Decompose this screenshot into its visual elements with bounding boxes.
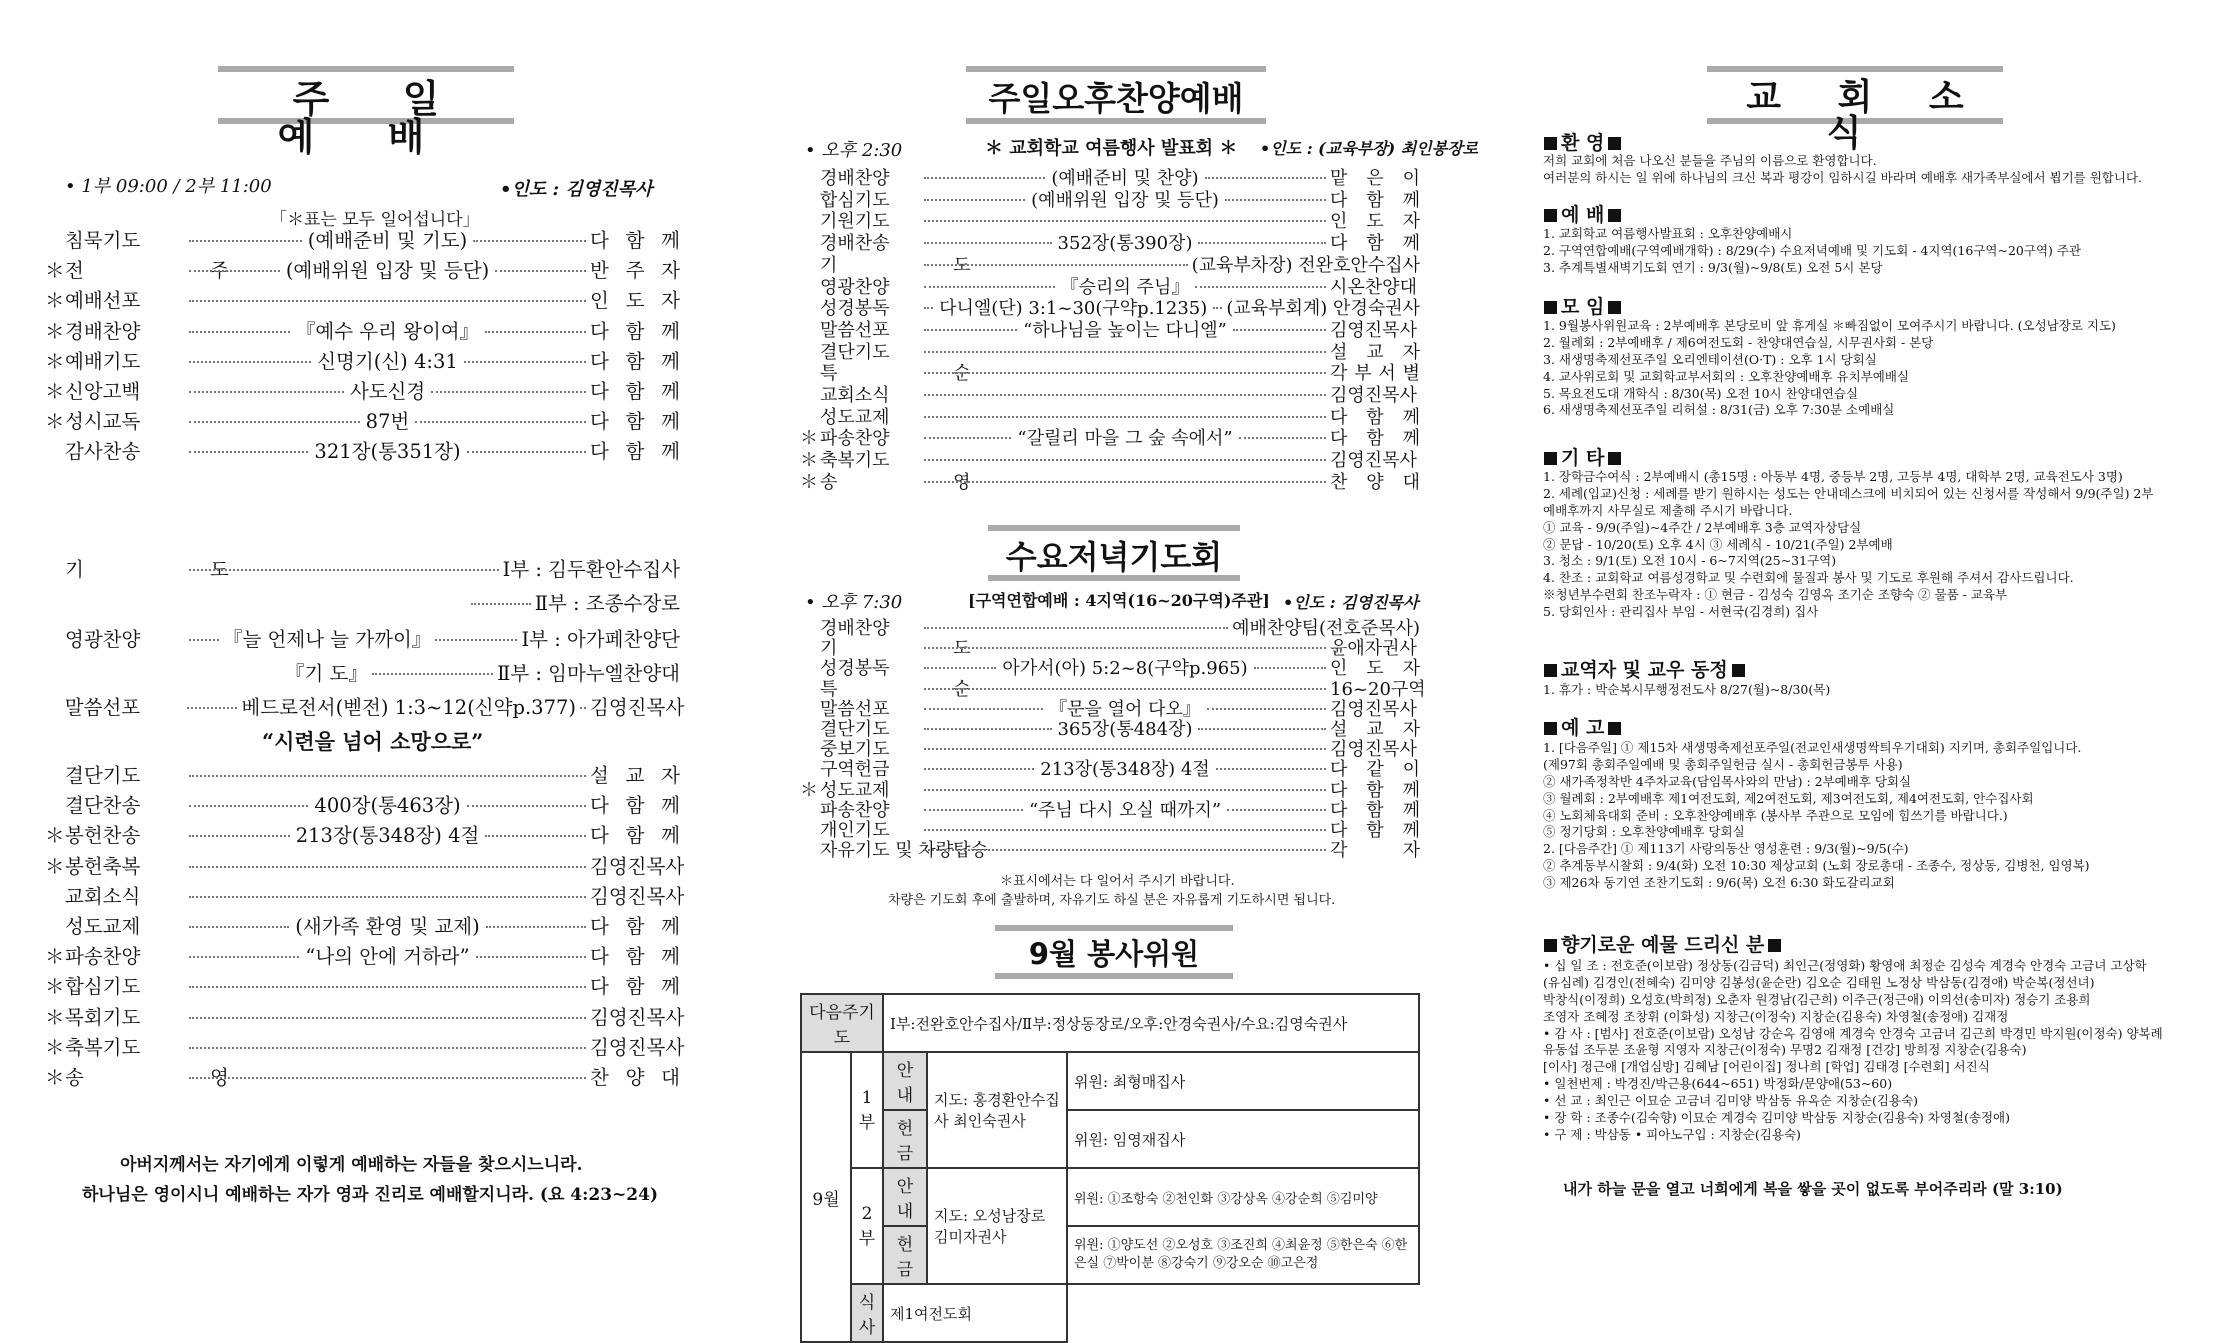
item-detail: (예배준비 및 기도) <box>307 229 468 252</box>
stand-mark: ＊ <box>45 380 65 403</box>
sec-offering <box>1540 930 1785 957</box>
item-person: 다 함 께 <box>590 229 681 252</box>
stand-mark: ＊ <box>45 289 65 313</box>
notice-line: [이사] 정근애 [개업심방] 김혜남 [어린이집] 정나희 [학업] 김태경 [수련회] 서진식 <box>1543 1059 1990 1075</box>
item-person: 김영진목사 <box>1330 450 1417 472</box>
notice-line: • 선 교 : 최인근 이묘순 고금녀 김미양 박삼동 유옥순 지창순(김용숙) <box>1543 1093 1919 1108</box>
item-detail: “나의 안에 거하라” <box>305 945 470 969</box>
worship-text <box>1543 226 2081 277</box>
item-label: 기 도 <box>820 254 1026 276</box>
wed-note-2: 차량은 기도회 후에 출발하며, 자유기도 하실 분은 자유롭게 기도하시면 됩니다. <box>888 893 1336 908</box>
mid-title: 주일오후찬양예배 <box>966 66 1266 124</box>
notice-line: 6. 새생명축제선포주일 리허설 : 8/31(금) 오후 7:30분 소예배실 <box>1543 402 1895 418</box>
notice-line: (제97회 총회주일예배 및 총회주일헌금 실시 - 총회헌금봉투 사용) <box>1543 756 1903 772</box>
wed-time: • 오후 7:30 <box>805 592 903 613</box>
next-prayer-label: 다음주기도 <box>801 994 883 1052</box>
item-detail: 400장(통463장) <box>314 794 461 818</box>
item-detail: 신명기(신) 4:31 <box>317 349 458 373</box>
notice-text <box>1543 740 2090 892</box>
sec-notice-title: 예 고 <box>1561 717 1605 739</box>
notice-line: 1. 9월봉사위원교육 : 2부예배후 본당로비 앞 휴게실 ＊빠짐없이 모여주시기 바랍니다. (오성남장로 지도) <box>1543 318 2116 333</box>
item-person: 다 함 께 <box>590 410 680 434</box>
item-label: 개인기도 <box>820 820 890 841</box>
l1-row <box>45 820 680 848</box>
square-icon <box>1608 301 1621 314</box>
item-detail: 87번 <box>365 410 410 434</box>
g2-lead: 지도: 오성남장로 김미자권사 <box>927 1168 1067 1284</box>
item-person: 반 주 자 <box>590 259 681 283</box>
notice-line: 유동섭 조두분 조윤형 지영자 지창근(이정숙) 무명2 김재정 [건강] 방희정 지창순(김용숙) <box>1543 1042 2027 1058</box>
stand-mark: ＊ <box>45 854 65 878</box>
item-person: 김영진목사 <box>590 1005 685 1029</box>
g2-a: 위원: ①조항숙 ②천인화 ③강상옥 ④강순희 ⑤김미양 <box>1067 1168 1419 1226</box>
item-label: 성시교독 <box>65 410 141 434</box>
stand-mark: ＊ <box>45 945 65 969</box>
item-label: 구역헌금 <box>820 759 890 781</box>
prayer-2: Ⅱ부 : 조종수장로 <box>534 592 680 615</box>
item-person: 다 함 께 <box>590 824 681 848</box>
notice-line: 2. 세례(입교)신청 : 세례를 받기 원하시는 성도는 안내데스크에 비치되어 있는 신청서를 작성해서 9/9(주일) 2부 <box>1543 485 2154 501</box>
l2-row <box>800 836 1420 862</box>
item-label: 기원기도 <box>820 211 890 233</box>
choir-label: 영광찬양 <box>65 628 141 651</box>
item-label: 영광찬양 <box>820 276 890 298</box>
item-label: 결단기도 <box>820 719 890 740</box>
square-icon <box>1544 301 1557 314</box>
item-detail: 213장(통348장) 4절 <box>1040 759 1210 781</box>
item-label: 특 순 <box>820 363 1026 385</box>
square-icon <box>1544 664 1557 677</box>
notice-line: 예배후까지 사무실로 제출해 주시기 바랍니다. <box>1543 502 1793 518</box>
wed-leader: •인도 : 김영진목사 <box>1283 593 1419 612</box>
l1-row <box>45 225 680 253</box>
item-label: 성도교제 <box>820 779 890 801</box>
l1-row <box>45 1032 685 1060</box>
offering-1: 헌금 <box>883 1110 927 1168</box>
item-label: 결단찬송 <box>65 794 141 818</box>
item-detail: “주님 다시 오실 때까지” <box>1028 799 1222 821</box>
meeting-text <box>1543 318 2116 419</box>
choir2-title: 『기 도』 <box>285 662 368 685</box>
item-label: 기 도 <box>820 638 1026 660</box>
prayer2-row <box>45 588 680 616</box>
square-icon <box>1544 209 1557 222</box>
item-detail: 아가서(아) 5:2~8(구약p.965) <box>1002 658 1248 680</box>
item-person: 김영진목사 <box>1330 739 1417 761</box>
notice-line: • 십 일 조 : 전호준(이보람) 정상동(김금덕) 최인근(정영화) 황영애 최정순 김성숙 계경숙 안경숙 고금녀 고상학 <box>1543 958 2147 973</box>
sec-etc-title: 기 타 <box>1561 447 1605 469</box>
stand-mark: ＊ <box>45 349 65 373</box>
notice-line: • 구 제 : 박삼동 • 피아노구입 : 지창순(김용숙) <box>1543 1126 1801 1142</box>
item-person: 다 함 께 <box>1330 779 1420 801</box>
notice-line: 조영자 조혜정 조창휘 (이화성) 지창근(이정숙) 지창순(김용숙) 차영철(송정애) 김재정 <box>1543 1008 2009 1024</box>
item-label: 침묵기도 <box>65 229 141 252</box>
month-cell: 9월 <box>801 1052 851 1342</box>
item-person: 각 부 서 별 <box>1330 363 1420 385</box>
stand-mark: ＊ <box>45 1005 65 1029</box>
stand-note: 「＊표는 모두 일어섭니다」 <box>270 210 480 230</box>
square-icon <box>1768 939 1781 952</box>
item-label: 송 영 <box>65 1066 289 1089</box>
prayer-label: 기 도 <box>65 558 289 581</box>
item-detail: 352장(통390장) <box>1057 233 1193 255</box>
notice-line: ④ 노회체육대회 준비 : 오후찬양예배후 (봉사부 주관으로 모임에 힘쓰기를 바랍니다.) <box>1543 807 2008 823</box>
stand-mark: ＊ <box>45 410 65 434</box>
prayer-row <box>45 554 680 582</box>
item-person: 김영진목사 <box>1330 698 1417 720</box>
item-detail: (예배위원 입장 및 등단) <box>285 259 490 283</box>
item-person: 16~20구역 <box>1330 678 1426 700</box>
notice-line: 1. [다음주일] ① 제15차 새생명축제선포주일(전교인새생명싹틔우기대회) 지키며, 총회주일입니다. <box>1543 740 2082 755</box>
item-label: 경배찬양 <box>820 168 890 189</box>
notice-line: • 일천번제 : 박경진/박근용(644~651) 박정화/문양애(53~60) <box>1543 1076 1893 1092</box>
g2-b: 위원: ①양도선 ②오성호 ③조진희 ④최윤정 ⑤한은숙 ⑥한은실 ⑦박이분 ⑧강숙기 ⑨강오순 ⑩고은정 <box>1067 1226 1419 1284</box>
l1-row <box>45 1002 685 1030</box>
item-person: 각 자 <box>1330 840 1420 862</box>
item-label: 경배찬양 <box>65 319 141 343</box>
notice-line: 5. 당회인사 : 관리집사 부임 - 서현국(김경희) 집사 <box>1543 604 1819 619</box>
item-label: 목회기도 <box>65 1005 141 1029</box>
sec-worship <box>1540 200 1625 227</box>
stand-mark: ＊ <box>45 975 65 999</box>
item-detail: 213장(통348장) 4절 <box>295 824 480 848</box>
g1-lead: 지도: 홍경환안수집사 최인숙권사 <box>927 1052 1067 1168</box>
item-detail: 사도신경 <box>349 380 426 403</box>
square-icon <box>1544 722 1557 735</box>
service-table <box>800 993 1420 1343</box>
stand-mark: ＊ <box>45 319 65 343</box>
item-person: 다 함 께 <box>590 915 681 938</box>
l1-row <box>45 406 680 434</box>
notice-line: ※청년부수련회 찬조누락자 : ① 현금 - 김성숙 김영옥 조기순 조향숙 ② 물품 - 교육부 <box>1543 587 2008 603</box>
stand-mark: ＊ <box>800 428 818 450</box>
item-label: 성경봉독 <box>820 298 890 320</box>
choir-row-2 <box>45 658 680 686</box>
left-title: 주 일 예 배 <box>218 66 514 124</box>
wed-event: [구역연합예배 : 4지역(16~20구역)주관] <box>968 591 1270 610</box>
news-text <box>1543 682 1830 699</box>
item-person: 다 함 께 <box>590 380 681 403</box>
item-label: 경배찬송 <box>820 233 890 255</box>
l2-row <box>800 468 1420 494</box>
guide-1: 안내 <box>883 1052 927 1110</box>
l1-row <box>45 760 680 788</box>
item-detail: (예배위원 입장 및 등단) <box>1031 189 1219 211</box>
item-detail: 다니엘(단) 3:1~30(구약p.1235) <box>939 298 1208 320</box>
sec-news-title: 교역자 및 교우 동정 <box>1561 659 1728 681</box>
square-icon <box>1608 209 1621 222</box>
notice-line: 2. 월례회 : 2부예배후 / 제6여전도회 - 찬양대연습실, 시무권사회 - 본당 <box>1543 334 1934 350</box>
l1-row <box>45 851 685 879</box>
item-label: 예배기도 <box>65 349 141 373</box>
choir1-title: 『늘 언제나 늘 가까이』 <box>223 628 432 651</box>
part2: 2부 <box>851 1168 883 1284</box>
item-label: 파송찬양 <box>820 799 890 821</box>
item-person: 찬 양 대 <box>1330 471 1420 493</box>
notice-line: 1. 장학금수여식 : 2부예배시 (총15명 : 아동부 4명, 중등부 2명, 고등부 4명, 대학부 2명, 교육전도사 3명) <box>1543 469 2123 484</box>
item-label: 성도교제 <box>820 406 890 428</box>
item-label: 봉헌축복 <box>65 854 141 878</box>
item-person: 설 교 자 <box>590 764 680 787</box>
mid-leader: •인도 : (교육부장) 최인봉장로 <box>1260 139 1479 158</box>
guide-2: 안내 <box>883 1168 927 1226</box>
wed-note-1: ＊표시에서는 다 일어서 주시기 바랍니다. <box>1000 874 1235 889</box>
wed-title: 수요저녁기도회 <box>988 525 1240 581</box>
square-icon <box>1544 452 1557 465</box>
choir-row-1 <box>45 624 680 652</box>
item-person: 인 도 자 <box>1330 658 1420 680</box>
item-detail: 『승리의 주님』 <box>1060 276 1190 298</box>
l1-row <box>45 1062 680 1090</box>
mid-time: • 오후 2:30 <box>805 140 903 161</box>
item-label: 결단기도 <box>65 764 141 787</box>
stand-mark: ＊ <box>800 471 818 493</box>
notice-line: 2. [다음주간] ① 제113기 사랑의동산 영성훈련 : 9/3(월)~9/5(수) <box>1543 841 1909 857</box>
item-label: 축복기도 <box>65 1035 141 1059</box>
meal-label: 식 사 <box>851 1284 883 1342</box>
l1-row <box>45 255 680 283</box>
item-person: 다 함 께 <box>590 975 680 999</box>
item-label: 전 주 <box>65 259 289 283</box>
l1-row <box>45 881 685 909</box>
item-label: 파송찬양 <box>65 945 141 969</box>
item-label: 성도교제 <box>65 915 141 938</box>
item-label: 송 영 <box>820 471 1026 493</box>
item-person: 다 함 께 <box>590 319 681 343</box>
sermon-label: 말씀선포 <box>64 696 141 719</box>
notice-line: ② 문답 - 10/20(토) 오후 4시 ③ 세례식 - 10/21(주일) 2부예배 <box>1543 536 1893 552</box>
notice-line: 3. 새생명축제선포주일 오리엔테이션(O·T) : 오후 1시 당회실 <box>1543 351 1877 367</box>
item-label: 결단기도 <box>820 341 890 363</box>
item-person: 다 함 께 <box>1330 189 1421 211</box>
notice-line: ③ 제26차 동기연 조찬기도회 : 9/6(목) 오전 6:30 화도갈리교회 <box>1543 875 1895 890</box>
item-person: 다 함 께 <box>1330 233 1421 255</box>
choir1-right: Ⅰ부 : 아가페찬양단 <box>521 628 680 651</box>
notice-line: 3. 추계특별새벽기도회 연기 : 9/3(월)~9/8(토) 오전 5시 본당 <box>1543 259 1883 275</box>
sec-meeting <box>1540 292 1625 319</box>
sermon-right: 김영진목사 <box>590 696 685 719</box>
l1-row <box>45 346 680 374</box>
notice-line: 4. 찬조 : 교회학교 여름성경학교 및 수련회에 물질과 봉사 및 기도로 후원해 주셔서 감사드립니다. <box>1543 570 2074 586</box>
sec-welcome <box>1540 128 1625 155</box>
item-person: (교육부차장) 전완호안수집사 <box>1191 254 1420 276</box>
item-person: 김영진목사 <box>1330 319 1417 341</box>
meal-value: 제1여전도회 <box>883 1284 1067 1342</box>
sec-meeting-title: 모 임 <box>1561 296 1605 318</box>
item-person: 다 함 께 <box>590 945 681 969</box>
item-person: 예배찬양팀(전호준목사) <box>1232 618 1420 639</box>
item-label: 감사찬송 <box>65 440 141 464</box>
sermon-row <box>45 692 685 720</box>
right-verse: 내가 하늘 문을 열고 너희에게 복을 쌓을 곳이 없도록 부어주리라 (말 3:10) <box>1563 1180 2063 1198</box>
notice-line: 4. 교사위로회 및 교회학교부서회의 : 오후찬양예배후 유치부예배실 <box>1543 368 1910 384</box>
mid-event: ＊ 교회학교 여름행사 발표회 ＊ <box>985 138 1238 159</box>
item-label: 신앙고백 <box>65 380 141 403</box>
offering-2: 헌금 <box>883 1226 927 1284</box>
left-leader: •인도 : 김영진목사 <box>500 179 653 200</box>
item-label: 성경봉독 <box>820 658 890 680</box>
left-time: • 1부 09:00 / 2부 11:00 <box>65 176 272 197</box>
stand-mark: ＊ <box>45 1066 65 1089</box>
item-detail: 『문을 열어 다오』 <box>1049 698 1201 720</box>
notice-line: 3. 청소 : 9/1(토) 오전 10시 - 6~7지역(25~31구역) <box>1543 553 1837 569</box>
l1-row <box>45 941 680 969</box>
item-person: 다 함 께 <box>1330 406 1420 428</box>
item-label: 예배선포 <box>65 289 141 313</box>
etc-text <box>1543 469 2153 621</box>
g1-b: 위원: 임영재집사 <box>1067 1110 1419 1168</box>
item-person: 인 도 자 <box>1330 211 1420 233</box>
item-label: 합심기도 <box>65 975 141 999</box>
square-icon <box>1608 137 1621 150</box>
square-icon <box>1732 664 1745 677</box>
right-title: 교 회 소 식 <box>1707 66 2003 124</box>
sermon-scripture: 베드로전서(벧전) 1:3~12(신약p.377) <box>241 696 576 719</box>
item-person: 인 도 자 <box>590 289 680 313</box>
notice-line: 5. 목요전도대 개학식 : 8/30(목) 오전 10시 찬양대연습실 <box>1543 385 1859 401</box>
item-person: 다 함 께 <box>1330 820 1420 841</box>
item-detail: “갈릴리 마을 그 숲 속에서” <box>1017 428 1233 450</box>
notice-line: (유심례) 김경인(전혜숙) 김미양 김봉성(윤순란) 김오순 김태원 노정상 박삼동(김경애) 박순복(정선녀) <box>1543 974 2095 990</box>
sec-news <box>1540 655 1749 682</box>
item-person: 시온찬양대 <box>1330 276 1417 298</box>
stand-mark: ＊ <box>800 779 818 801</box>
l1-row <box>45 911 680 939</box>
offering-text <box>1543 958 2163 1144</box>
welcome-text <box>1543 153 2142 187</box>
item-label: 말씀선포 <box>820 319 890 341</box>
sec-welcome-title: 환 영 <box>1561 132 1605 154</box>
square-icon <box>1608 722 1621 735</box>
notice-line: • 장 학 : 조종수(김숙향) 이묘순 계경숙 김미양 박삼동 지창순(김용숙) 차영철(송정애) <box>1543 1109 2010 1125</box>
sec-worship-title: 예 배 <box>1561 204 1605 226</box>
sec-notice <box>1540 713 1625 740</box>
square-icon <box>1544 137 1557 150</box>
l1-row <box>45 790 680 818</box>
notice-line: 1. 교회학교 여름행사발표회 : 오후찬양예배시 <box>1543 226 1793 241</box>
item-person: 설 교 자 <box>1330 719 1421 740</box>
choir2-right: Ⅱ부 : 임마누엘찬양대 <box>497 662 680 685</box>
notice-line: ② 새가족정착반 4주차교육(담임목사와의 만남) : 2부예배후 당회실 <box>1543 773 1912 789</box>
item-person: 김영진목사 <box>590 884 685 908</box>
item-person: 다 함 께 <box>1330 799 1420 821</box>
item-person: 찬 양 대 <box>590 1066 680 1089</box>
notice-line: 2. 구역연합예배(구역예배개학) : 8/29(수) 수요저녁예배 및 기도회 - 4지역(16구역~20구역) 주관 <box>1543 242 2082 258</box>
stand-mark: ＊ <box>45 259 65 283</box>
notice-line: ② 추계동부시찰회 : 9/4(화) 오전 10:30 제상교회 (노회 장로총대 - 조종수, 정상동, 김병천, 임영복) <box>1543 858 2090 874</box>
item-person: 다 함 께 <box>590 440 681 464</box>
sec-etc <box>1540 443 1625 470</box>
item-detail: 321장(통351장) <box>314 440 461 464</box>
item-person: 김영진목사 <box>590 1035 685 1059</box>
notice-line: 여러분의 하시는 일 위에 하나님의 크신 복과 평강이 임하시길 바라며 예배후 새가족부실에서 뵙기를 원합니다. <box>1543 169 2143 185</box>
item-detail: 365장(통484장) <box>1057 719 1193 740</box>
item-label: 교회소식 <box>65 884 141 908</box>
item-label: 특 순 <box>820 678 1026 700</box>
item-label: 축복기도 <box>820 450 890 472</box>
l1-row <box>45 376 680 404</box>
item-person: 김영진목사 <box>590 854 685 878</box>
notice-line: 저희 교회에 처음 나오신 분들을 주님의 이름으로 환영합니다. <box>1543 153 1877 168</box>
left-verse-1: 아버지께서는 자기에게 이렇게 예배하는 자들을 찾으시느니라. <box>120 1155 583 1175</box>
item-label: 중보기도 <box>820 739 890 761</box>
item-label: 봉헌찬송 <box>65 824 141 848</box>
item-label: 자유기도 및 차량탑승 <box>820 840 988 862</box>
item-label: 교회소식 <box>820 385 890 406</box>
square-icon <box>1608 452 1621 465</box>
part1: 1부 <box>851 1052 883 1168</box>
service-title: 9월 봉사위원 <box>995 925 1233 979</box>
notice-line: ① 교육 - 9/9(주일)~4주간 / 2부예배후 3층 교역자상담실 <box>1543 519 1862 535</box>
item-detail: (예배준비 및 찬양) <box>1051 168 1199 189</box>
notice-line: 1. 휴가 : 박순복시무행정전도사 8/27(월)~8/30(목) <box>1543 682 1831 697</box>
item-person: 윤애자권사 <box>1330 638 1417 660</box>
notice-line: • 감 사 : [범사] 전호준(이보람) 오성남 강순옥 김영애 계경숙 안경숙 고금녀 김근희 박경민 박지원(이정숙) 양복례 <box>1543 1025 2163 1041</box>
prayer-1: Ⅰ부 : 김두환안수집사 <box>502 558 680 581</box>
l1-row <box>45 971 680 999</box>
l1-row <box>45 316 680 344</box>
left-verse-2: 하나님은 영이시니 예배하는 자가 영과 진리로 예배할지니라. (요 4:23~24) <box>82 1185 658 1205</box>
sec-offering-title: 향기로운 예물 드리신 분 <box>1561 934 1765 956</box>
item-detail: 『예수 우리 왕이여』 <box>295 319 480 343</box>
next-prayer-value: Ⅰ부:전완호안수집사/Ⅱ부:정상동장로/오후:안경숙권사/수요:김영숙권사 <box>883 994 1419 1052</box>
item-label: 합심기도 <box>820 189 890 211</box>
item-person: 설 교 자 <box>1330 341 1420 363</box>
l1-row <box>45 285 680 313</box>
notice-line: ③ 월례회 : 2부예배후 제1여전도회, 제2여전도회, 제3여전도회, 제4여전도회, 안수집사회 <box>1543 790 2034 806</box>
item-label: 말씀선포 <box>820 698 890 720</box>
notice-line: ⑤ 정기당회 : 오후찬양예배후 당회실 <box>1543 824 1745 840</box>
stand-mark: ＊ <box>45 824 65 848</box>
square-icon <box>1544 939 1557 952</box>
item-detail: (새가족 환영 및 교제) <box>295 915 480 938</box>
item-person: (교육부회계) 안경숙권사 <box>1226 298 1420 320</box>
item-person: 맡 은 이 <box>1330 168 1420 189</box>
item-detail: “하나님을 높이는 다니엘” <box>1023 319 1227 341</box>
stand-mark: ＊ <box>800 450 818 472</box>
item-label: 파송찬양 <box>820 428 890 450</box>
item-label: 경배찬양 <box>820 618 890 639</box>
item-person: 다 함 께 <box>590 349 680 373</box>
notice-line: 박창식(이정희) 오성호(박희정) 오춘자 원경남(김근희) 이주근(정근애) 이의선(송미자) 정승기 조용희 <box>1543 991 2091 1007</box>
item-person: 김영진목사 <box>1330 385 1417 406</box>
sermon-title: “시련을 넘어 소망으로” <box>262 729 484 754</box>
item-person: 다 함 께 <box>1330 428 1421 450</box>
item-person: 다 함 께 <box>590 794 681 818</box>
l1-row <box>45 436 680 464</box>
g1-a: 위원: 최형매집사 <box>1067 1052 1419 1110</box>
stand-mark: ＊ <box>45 1035 65 1059</box>
item-person: 다 같 이 <box>1330 759 1421 781</box>
